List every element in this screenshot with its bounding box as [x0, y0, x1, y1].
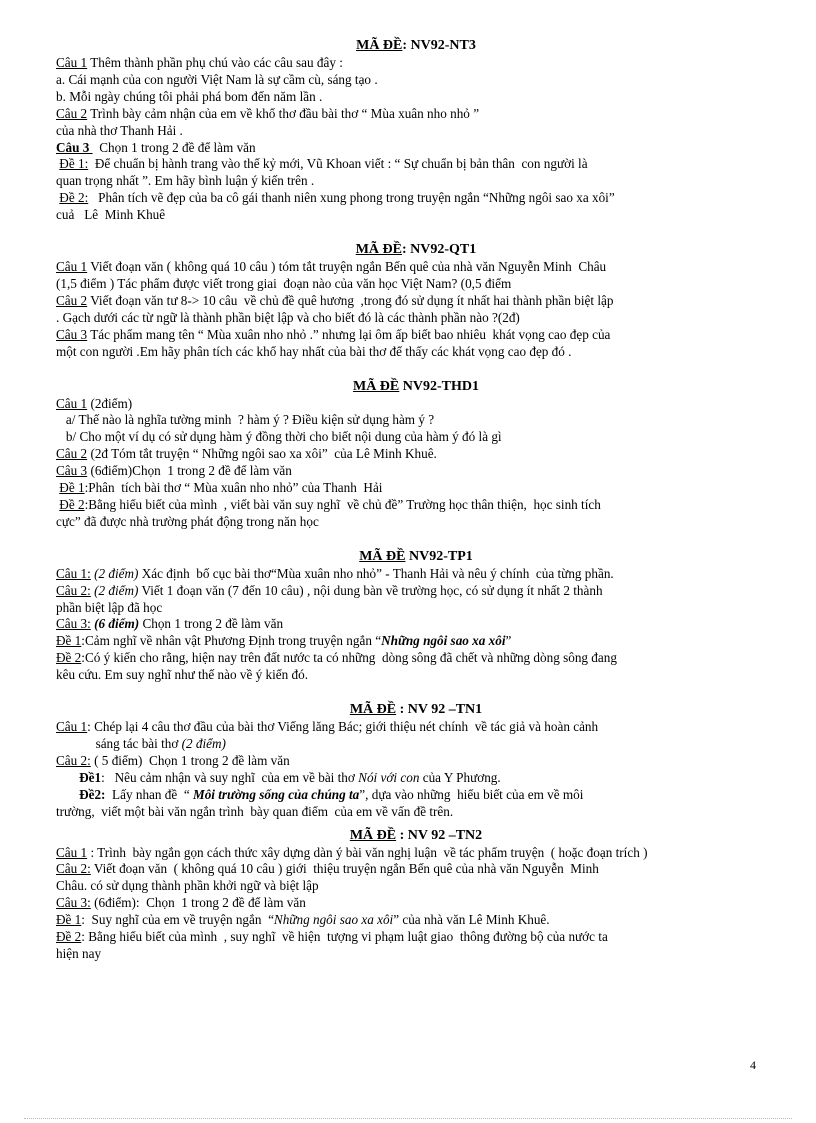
exam-code-title — [56, 548, 776, 566]
exam-code-value: : NV92-QT1 — [402, 242, 477, 258]
question-line — [56, 583, 776, 600]
question-label: Đề 1 — [59, 480, 85, 496]
question-label: Đề 2 — [59, 496, 85, 512]
section-gap — [56, 361, 776, 378]
question-line — [56, 72, 776, 89]
question-text: Viết đoạn văn ( không quá 10 câu ) tóm tắt truyện ngắn Bến quê của nhà văn Nguyễn Minh Châu — [87, 259, 607, 275]
exam-section — [56, 827, 776, 963]
exam-code-value: NV92-TP1 — [405, 548, 473, 564]
question-text: Trình bày cảm nhận của em về khổ thơ đầu bài thơ “ Mùa xuân nho nhỏ ” — [87, 105, 480, 121]
question-line — [56, 600, 776, 617]
exam-code-title — [56, 827, 776, 845]
exam-section — [56, 378, 776, 531]
question-line — [56, 396, 776, 413]
question-label: Đề 1: — [59, 156, 89, 172]
question-line — [56, 156, 776, 173]
question-line — [56, 276, 776, 293]
question-text: cực” đã được nhà trường phát động trong năn học — [56, 513, 319, 529]
question-text: ” của nhà văn Lê Minh Khuê. — [393, 912, 550, 928]
question-text: b/ Cho một ví dụ có sử dụng hàm ý đồng thời cho biết nội dung của hàm ý đó là gì — [56, 429, 502, 445]
exam-code-title — [56, 378, 776, 396]
question-label: Câu 3 — [56, 463, 88, 479]
question-label: Câu 2 — [56, 446, 88, 462]
question-line — [56, 514, 776, 531]
question-label: Câu 1 — [56, 844, 88, 860]
question-line — [56, 667, 776, 684]
question-text: Nói với con — [358, 769, 420, 785]
question-text: Môi trường sống của chúng ta — [189, 786, 360, 802]
question-line — [56, 946, 776, 963]
question-text: : Suy nghĩ của em về truyện ngắn “ — [81, 912, 274, 928]
question-text: của nhà thơ Thanh Hải . — [56, 122, 183, 138]
question-label: Câu 1 — [56, 719, 88, 735]
question-label: Câu 1 — [56, 395, 88, 411]
exam-code-label: MÃ ĐỀ — [349, 827, 397, 843]
question-text: : Chép lại 4 câu thơ đầu của bài thơ Viếng lăng Bác; giới thiệu nét chính về tác giả và hoàn cảnh — [87, 719, 599, 735]
question-text: :Có ý kiến cho rằng, hiện nay trên đất nước ta có những dòng sông đã chết và những dòng sông đang — [81, 650, 617, 666]
question-label: Câu 3 — [56, 326, 88, 342]
question-text: Thêm thành phần phụ chú vào các câu sau đây : — [87, 55, 343, 70]
exam-code-label: MÃ ĐỀ — [349, 702, 397, 718]
footer-rule — [24, 1118, 792, 1119]
question-line — [56, 55, 776, 72]
question-line — [56, 123, 776, 140]
section-gap — [56, 684, 776, 701]
question-line — [56, 429, 776, 446]
question-text: một con người .Em hãy phân tích các khổ hay nhất của bài thơ để thấy các khát vọng cao đẹp đó . — [56, 343, 572, 359]
question-text: (6 điểm) — [94, 616, 140, 632]
question-text: : Trình bày ngắn gọn cách thức xây dựng dàn ý bài văn nghị luận về tác phẩm truyện ( hoặc đoạn trích ) — [87, 844, 648, 860]
question-text: Chọn 1 trong 2 đề để làm văn — [92, 139, 256, 155]
exam-content — [56, 37, 776, 963]
question-text: (2 điểm) — [94, 582, 139, 598]
question-line — [56, 463, 776, 480]
question-text: kêu cứu. Em suy nghĩ như thế nào về ý kiến đó. — [56, 667, 308, 683]
question-label: Câu 1 — [56, 55, 88, 70]
question-text: b. Mỗi ngày chúng tôi phải phá bom đến năm lần . — [56, 88, 323, 104]
question-text: :Bằng hiểu biết của mình , viết bài văn suy nghĩ về chủ đề” Trường học thân thiện, học sinh tích — [84, 496, 601, 512]
question-line — [56, 929, 776, 946]
question-line — [56, 207, 776, 224]
question-text: phần biệt lập đã học — [56, 599, 163, 615]
question-text: (2điểm) — [87, 395, 133, 411]
question-text: Viết đoạn văn ( không quá 10 câu ) giới thiệu truyện ngắn Bến quê của nhà văn Nguyễn Minh — [90, 861, 599, 877]
question-line — [56, 412, 776, 429]
question-text: (2đ Tóm tắt truyện “ Những ngôi sao xa xôi” của Lê Minh Khuê. — [87, 446, 437, 462]
question-line — [56, 140, 776, 157]
question-text: Đề1 — [79, 769, 102, 785]
exam-code-value: : NV 92 –TN1 — [396, 702, 483, 718]
question-line — [56, 753, 776, 770]
question-label: Câu 3: — [56, 616, 91, 632]
question-text: Đề2: — [79, 786, 106, 802]
question-line — [56, 845, 776, 862]
question-line — [56, 293, 776, 310]
question-text: của Y Phương. — [419, 769, 501, 785]
question-line — [56, 310, 776, 327]
question-line — [56, 190, 776, 207]
exam-code-title — [56, 701, 776, 719]
question-line — [56, 719, 776, 736]
question-text: (6điểm): Chọn 1 trong 2 đề để làm văn — [90, 895, 306, 911]
exam-section — [56, 37, 776, 224]
question-text: Viết 1 đoạn văn (7 đến 10 câu) , nội dung bàn về trường học, có sử dụng ít nhất 2 thành — [138, 582, 603, 598]
question-text: hiện nay — [56, 945, 102, 961]
question-line — [56, 633, 776, 650]
question-line — [56, 616, 776, 633]
question-label: Câu 3 — [56, 139, 93, 155]
question-line — [56, 327, 776, 344]
question-text: Những ngôi sao xa xôi — [381, 633, 506, 649]
exam-code-title — [56, 37, 776, 55]
question-line — [56, 497, 776, 514]
exam-code-label: MÃ ĐỀ — [355, 242, 402, 258]
question-text — [56, 770, 79, 785]
question-label: Câu 2 — [56, 292, 88, 308]
question-text: (2 điểm) — [94, 565, 139, 581]
question-line — [56, 259, 776, 276]
question-text: trường, viết một bài văn ngắn trình bày quan điểm của em về vấn đề trên. — [56, 803, 454, 819]
question-line — [56, 878, 776, 895]
exam-code-value: : NV92-NT3 — [402, 38, 476, 53]
question-line — [56, 895, 776, 912]
question-line — [56, 566, 776, 583]
question-line — [56, 787, 776, 804]
question-line — [56, 770, 776, 787]
exam-code-label: MÃ ĐỀ — [359, 548, 406, 564]
exam-section — [56, 548, 776, 684]
question-label: Câu 1: — [56, 565, 91, 581]
question-text: a. Cái mạnh của con người Việt Nam là sự cầm cù, sáng tạo . — [56, 71, 378, 87]
question-label: Đề 2: — [59, 190, 89, 206]
question-label: Câu 1 — [56, 259, 88, 275]
question-text: :Cảm nghĩ về nhân vật Phương Định trong truyện ngắn “ — [81, 633, 382, 649]
question-line — [56, 650, 776, 667]
section-gap — [56, 224, 776, 241]
exam-code-title — [56, 241, 776, 259]
question-line — [56, 89, 776, 106]
section-gap — [56, 531, 776, 548]
question-line — [56, 344, 776, 361]
question-label: Đề 1 — [56, 633, 82, 649]
question-label: Câu 2: — [56, 582, 91, 598]
question-line — [56, 173, 776, 190]
question-text: (6điểm)Chọn 1 trong 2 đề để làm văn — [87, 463, 292, 479]
exam-code-label: MÃ ĐỀ — [352, 378, 400, 394]
question-line — [56, 912, 776, 929]
question-line — [56, 861, 776, 878]
question-line — [56, 804, 776, 821]
question-text — [56, 787, 79, 802]
exam-code-value: : NV 92 –TN2 — [396, 827, 483, 843]
question-text: cuả Lê Minh Khuê — [56, 207, 166, 223]
question-text: Những ngôi sao xa xôi — [273, 912, 394, 928]
question-text: Lấy nhan đề “ — [105, 786, 190, 802]
question-line — [56, 106, 776, 123]
question-label: Đề 2 — [56, 650, 82, 666]
question-text: quan trọng nhất ”. Em hãy bình luận ý kiến trên . — [56, 173, 315, 189]
question-label: Đề 2 — [56, 929, 82, 945]
question-text: (1,5 điểm ) Tác phẩm được viết trong giai đoạn nào của văn học Việt Nam? (0,5 điểm — [56, 275, 512, 291]
question-label: Câu 2: — [56, 861, 91, 877]
question-text: : Nêu cảm nhận và suy nghĩ của em về bài thơ — [101, 769, 359, 785]
question-label: Câu 3: — [56, 895, 91, 911]
exam-code-label: MÃ ĐỀ — [356, 38, 403, 53]
question-text: Viết đoạn văn tư 8-> 10 câu về chủ đề quê hương ,trong đó sử dụng ít nhất hai thành phần biệt lập — [87, 292, 614, 308]
question-text: Châu. có sử dụng thành phần khởi ngữ và biệt lập — [56, 878, 319, 894]
question-label: Đề 1 — [56, 912, 82, 928]
question-line — [56, 736, 776, 753]
question-label: Câu 2 — [56, 105, 88, 121]
question-line — [56, 480, 776, 497]
question-text: a/ Thế nào là nghĩa tường minh ? hàm ý ? Điều kiện sử dụng hàm ý ? — [56, 412, 435, 428]
question-text: Chọn 1 trong 2 đề làm văn — [139, 616, 284, 632]
question-text: Để chuẩn bị hành trang vào thế kỷ mới, Vũ Khoan viết : “ Sự chuẩn bị bản thân con người là — [88, 156, 588, 172]
question-text: : Bằng hiểu biết của mình , suy nghĩ về hiện tượng vi phạm luật giao thông đường bộ của nước ta — [81, 929, 608, 945]
question-text: Xác định bố cục bài thơ“Mùa xuân nho nhỏ” - Thanh Hải và nêu ý chính của từng phần. — [138, 565, 614, 581]
question-label: Câu 2: — [56, 752, 91, 768]
question-text: Tác phẩm mang tên “ Mùa xuân nho nhỏ .” nhưng lại ôm ấp biết bao nhiêu khát vọng cao đẹp của — [87, 326, 611, 342]
question-text: sáng tác bài thơ — [56, 736, 182, 751]
question-text: ( 5 điểm) Chọn 1 trong 2 đề làm văn — [90, 752, 290, 768]
question-text: ”, dựa vào những hiểu biết của em về môi — [359, 786, 584, 802]
question-text: . Gạch dưới các từ ngữ là thành phần biệt lập và cho biết đó là các thành phần nào ?(2đ) — [56, 309, 520, 325]
question-text: ” — [505, 633, 512, 649]
page-number: 4 — [750, 1058, 756, 1072]
question-line — [56, 446, 776, 463]
exam-section — [56, 241, 776, 360]
exam-section — [56, 701, 776, 820]
question-text: Phân tích vẽ đẹp của ba cô gái thanh niên xung phong trong truyện ngắn “Những ngôi sao xa xôi” — [88, 190, 615, 206]
exam-code-value: NV92-THD1 — [399, 378, 479, 394]
question-text: :Phân tích bài thơ “ Mùa xuân nho nhỏ” của Thanh Hải — [84, 480, 383, 496]
question-text: (2 điểm) — [181, 736, 226, 751]
